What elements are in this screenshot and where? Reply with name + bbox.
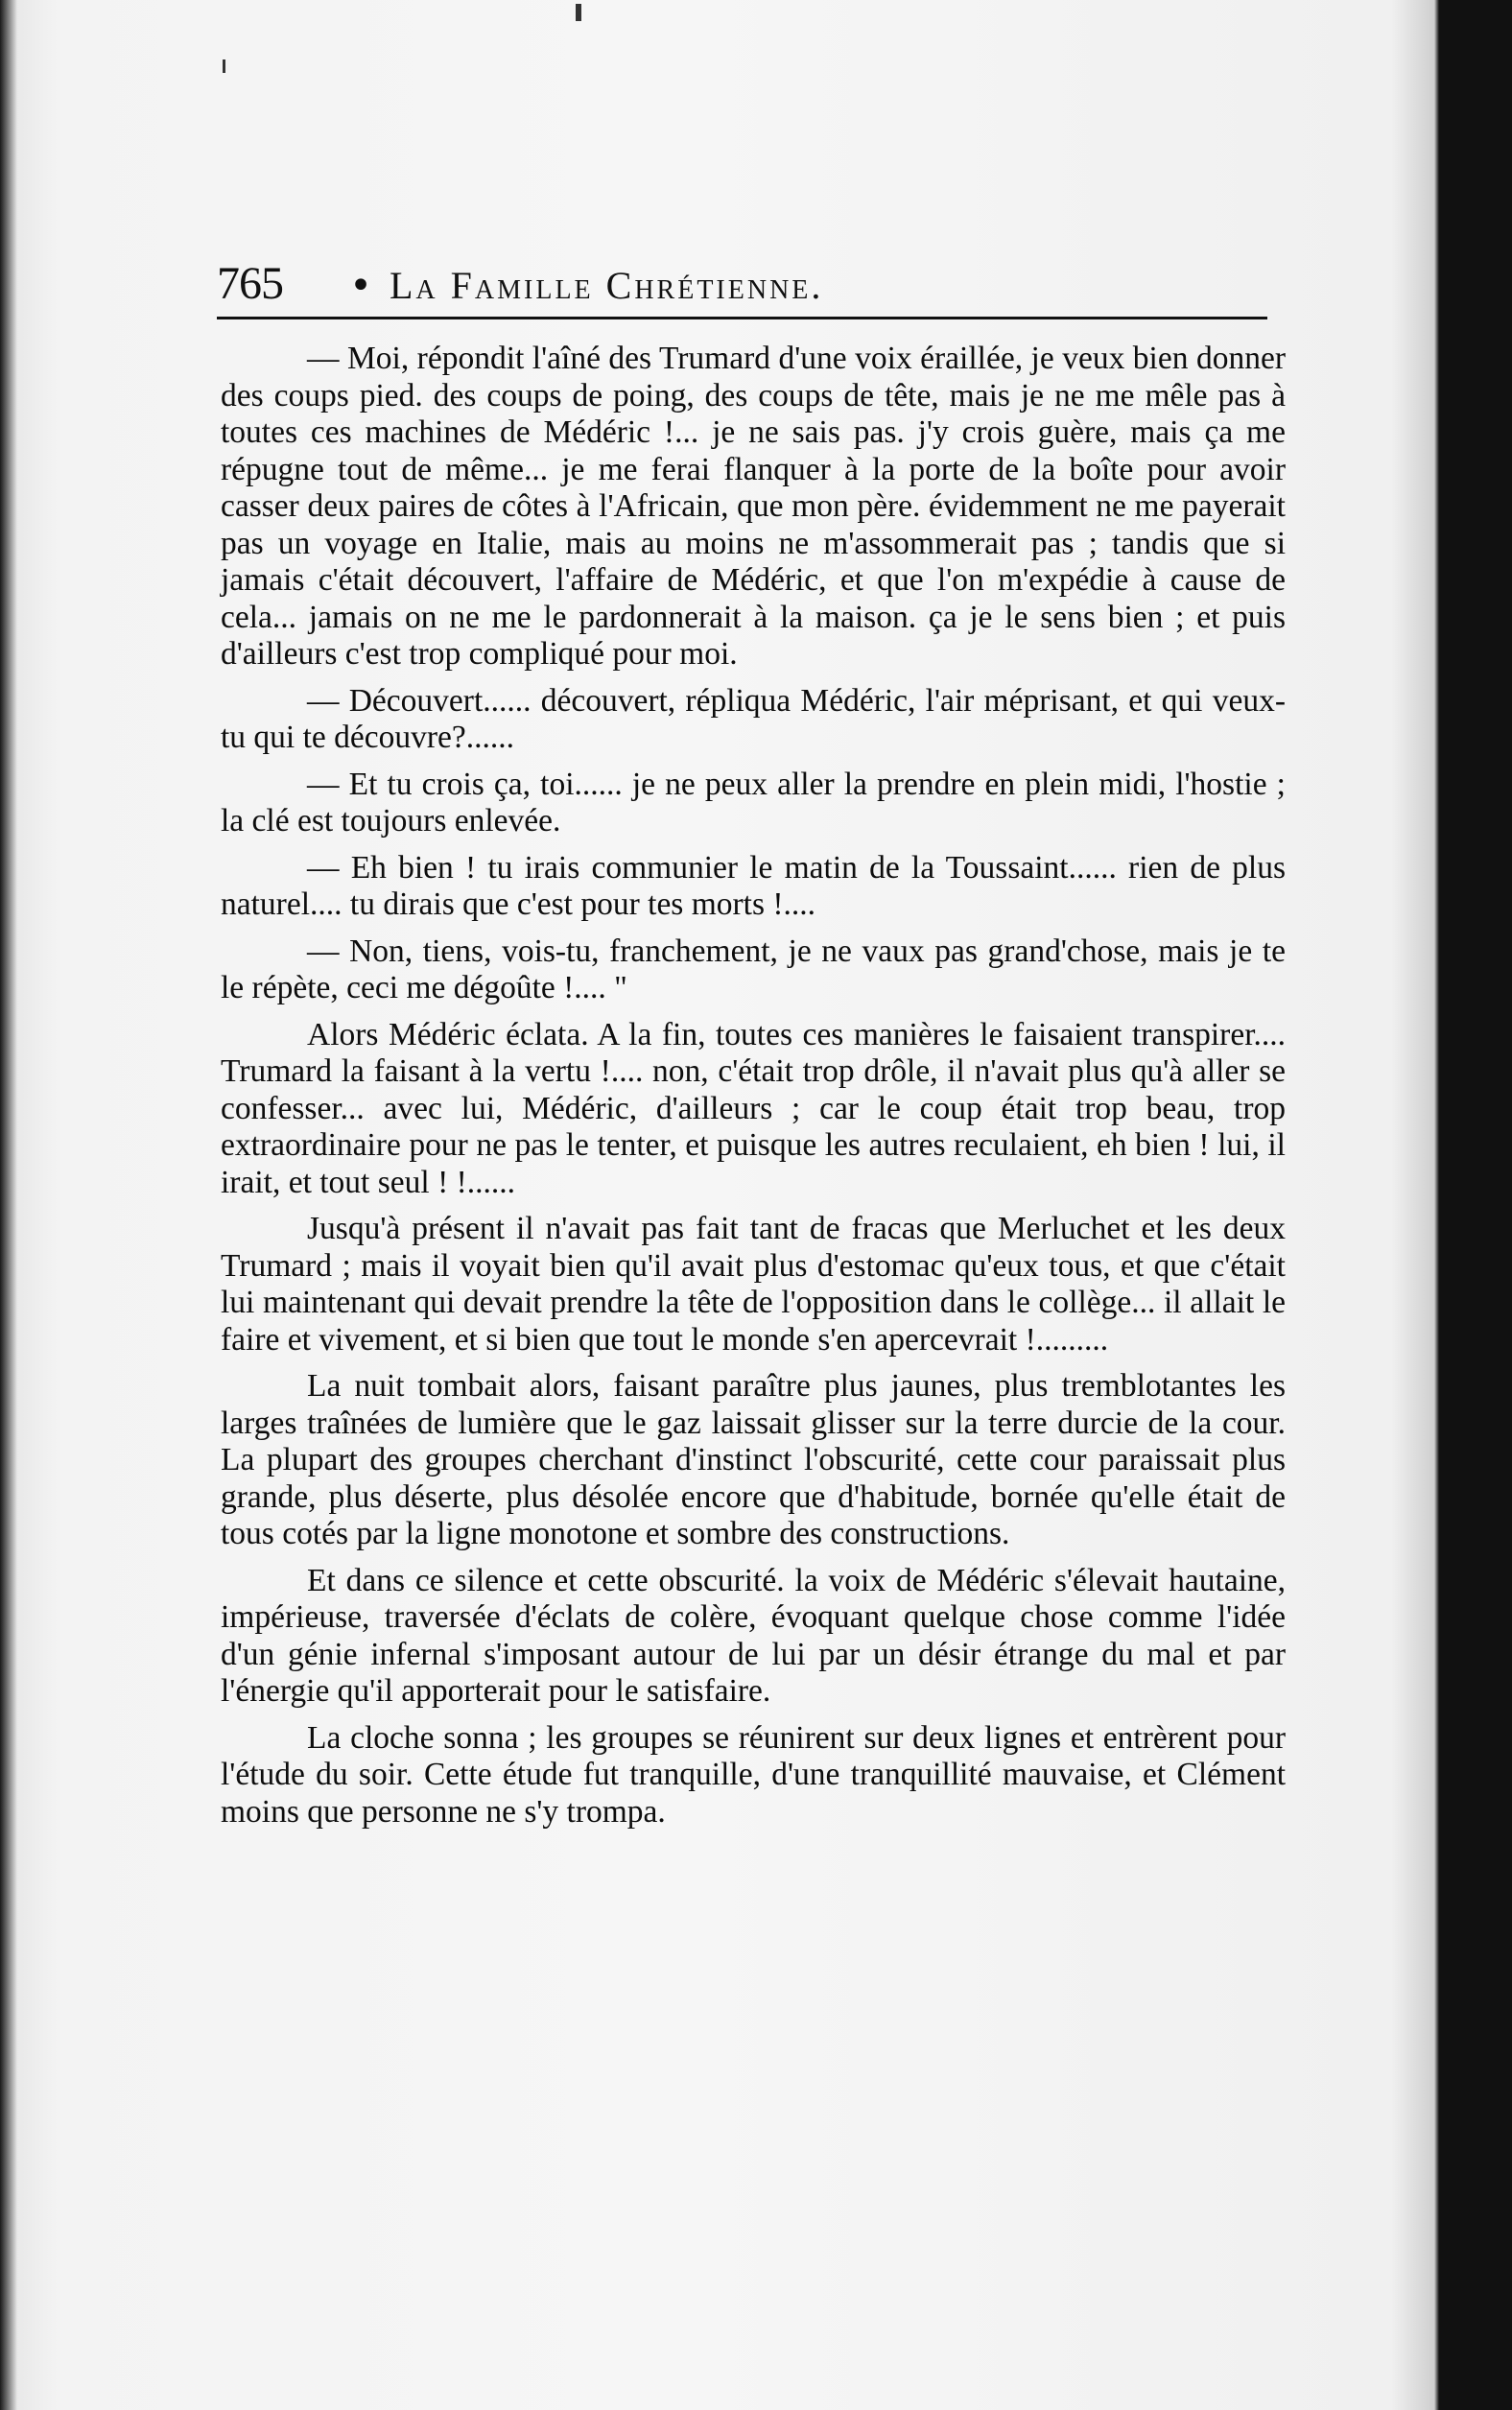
paragraph: — Et tu crois ça, toi...... je ne peux aller la prendre en plein midi, l'hostie ; la clé est toujours enlevée. bbox=[221, 766, 1286, 839]
scan-speck bbox=[576, 4, 581, 21]
paragraph: La cloche sonna ; les groupes se réunirent sur deux lignes et entrèrent pour l'étude du soir. Cette étude fut tranquille, d'une tranquillité mauvaise, et Clément moins que personne ne s'y trompa. bbox=[221, 1719, 1286, 1830]
paragraph: La nuit tombait alors, faisant paraître plus jaunes, plus tremblotantes les larges traînées de lumière que le gaz laissait glisser sur la terre durcie de la cour. La plupart des groupes cherchant d'instinct l'obscurité, cette cour paraissait plus grande, plus déserte, plus désolée encore que d'habitude, bornée qu'elle était de tous cotés par la ligne monotone et sombre des constructions. bbox=[221, 1368, 1286, 1551]
running-header bbox=[217, 257, 1267, 319]
paragraph: — Moi, répondit l'aîné des Trumard d'une voix éraillée, je veux bien donner des coups pied. des coups de poing, des coups de tête, mais je ne me mêle pas à toutes ces machines de Médéric !... je ne sais pas. j'y crois guère, mais ça me répugne tout de même... je me ferai flanquer à la porte de la boîte pour avoir casser deux paires de côtes à l'Africain, que mon père. évidemment ne me payerait pas un voyage en Italie, mais au moins ne m'assommerait pas ; tandis que si jamais c'était découvert, l'affaire de Médéric, et que l'on m'expédie à cause de cela... jamais on ne me le pardonnerait à la maison. ça je le sens bien ; et puis d'ailleurs c'est trop compliqué pour moi. bbox=[221, 341, 1286, 672]
paragraph: Et dans ce silence et cette obscurité. la voix de Médéric s'élevait hautaine, impérieuse, traversée d'éclats de colère, évoquant quelque chose comme l'idée d'un génie infernal s'imposant autour de lui par un désir étrange du mal et par l'énergie qu'il apporterait pour le satisfaire. bbox=[221, 1562, 1286, 1709]
paragraph: Jusqu'à présent il n'avait pas fait tant de fracas que Merluchet et les deux Trumard ; mais il voyait bien qu'il avait plus d'estomac qu'eux tous, et que c'était lui maintenant qui devait prendre la tête de l'opposition dans le collège... il allait le faire et vivement, et si bien que tout le monde s'en apercevrait !......... bbox=[221, 1211, 1286, 1358]
paragraph: — Eh bien ! tu irais communier le matin de la Toussaint...... rien de plus naturel.... tu dirais que c'est pour tes morts !.... bbox=[221, 849, 1286, 922]
paragraph: — Découvert...... découvert, répliqua Médéric, l'air méprisant, et qui veux-tu qui te découvre?...... bbox=[221, 682, 1286, 755]
scan-speck bbox=[223, 59, 225, 73]
body-text bbox=[221, 341, 1286, 1831]
page-number: 765 bbox=[217, 258, 283, 309]
running-title: La Famille Chrétienne. bbox=[390, 264, 824, 307]
header-separator: • bbox=[349, 264, 372, 308]
paragraph: Alors Médéric éclata. A la fin, toutes ces manières le faisaient transpirer.... Trumard la faisant à la vertu !.... non, c'était trop drôle, il n'avait plus qu'à aller se confesser... avec lui, Médéric, d'ailleurs ; car le coup était trop beau, trop extraordinaire pour ne pas le tenter, et puisque les autres reculaient, eh bien ! lui, il irait, et tout seul ! !...... bbox=[221, 1016, 1286, 1200]
paragraph: — Non, tiens, vois-tu, franchement, je ne vaux pas grand'chose, mais je te le répète, ceci me dégoûte !.... " bbox=[221, 933, 1286, 1005]
